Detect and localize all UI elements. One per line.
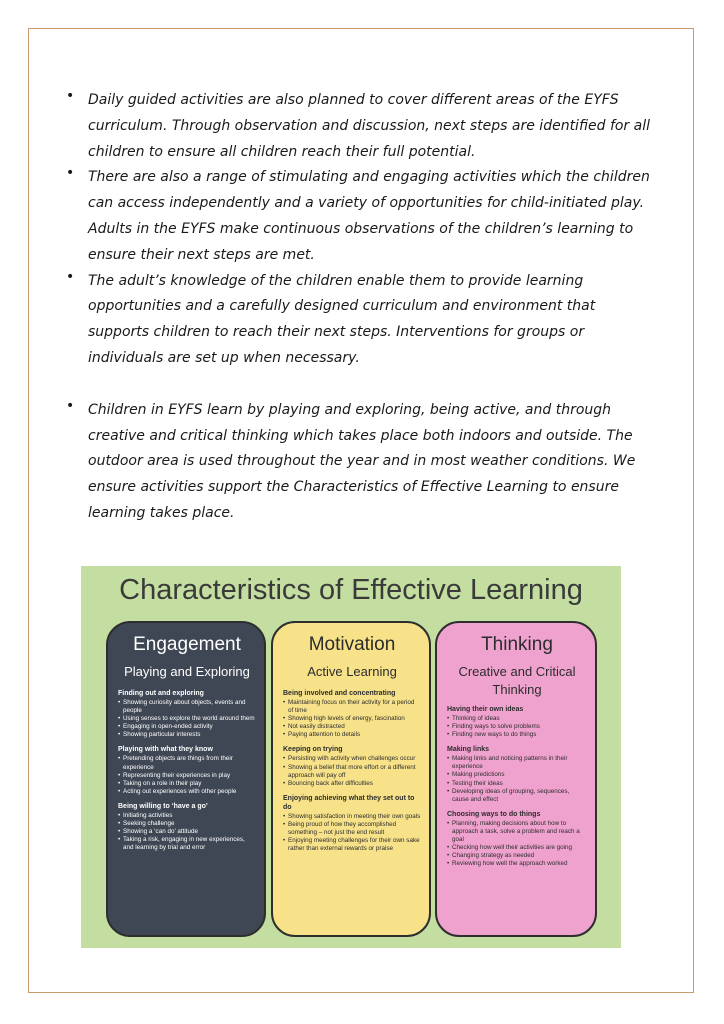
list-item: • Being proud of how they accomplished something – not just the end result <box>283 821 421 837</box>
group-title: Keeping on trying <box>283 746 343 754</box>
bullet-learning-characteristics: • Children in EYFS learn by playing and exploring, being active, and through creative and critical thinking which takes place both indoors and outside. The outdoor area is used throughout the year and in most weather conditions. We ensure activities support the Characteristics of Effective Learning to ensure learning takes place. <box>62 398 652 527</box>
list-item: • Changing strategy as needed <box>447 852 587 860</box>
list-item: • Testing their ideas <box>447 780 587 788</box>
list-item: • Maintaining focus on their activity for a period of time <box>283 699 421 715</box>
list-item: • Bouncing back after difficulties <box>283 780 421 788</box>
group-title: Finding out and exploring <box>118 690 204 697</box>
list-item: • Finding new ways to do things <box>447 731 587 739</box>
bullet-guided-activities: • Daily guided activities are also planned to cover different areas of the EYFS curriculum. Through observation and discussion, next steps are identified for all children to ensure all children reach their full potential. <box>62 88 652 165</box>
group-title: Being involved and concentrating <box>283 690 396 697</box>
group <box>283 689 421 739</box>
list-item: • Taking a risk, engaging in new experiences, and learning by trial and error <box>118 836 256 852</box>
list-item: • Showing a ‘can do’ attitude <box>118 828 256 836</box>
group <box>118 745 256 795</box>
list-item: • Persisting with activity when challenges occur <box>283 755 421 763</box>
list-item: • Making predictions <box>447 771 587 779</box>
group <box>118 802 256 852</box>
column-subheading: Playing and Exploring <box>124 664 250 679</box>
list-item: • Showing satisfaction in meeting their own goals <box>283 813 421 821</box>
group <box>283 745 421 787</box>
column-subheading: Active Learning <box>307 664 397 679</box>
bullet-adult-knowledge: • The adult’s knowledge of the children enable them to provide learning opportunities and a carefully designed curriculum and environment that supports children to reach their next steps. Interventions for groups or individuals are set up when necessary. <box>62 269 652 372</box>
list-item: • Showing curiosity about objects, events and people <box>118 699 256 715</box>
list-item: • Finding ways to solve problems <box>447 723 587 731</box>
list-item: • Showing high levels of energy, fascination <box>283 715 421 723</box>
column-subheading: Creative and Critical Thinking <box>458 664 576 697</box>
list-item: • Representing their experiences in play <box>118 772 256 780</box>
list-item: • Thinking of ideas <box>447 715 587 723</box>
group <box>447 810 587 869</box>
characteristics-poster <box>81 566 621 948</box>
list-item: • Planning, making decisions about how to approach a task, solve a problem and reach a goal <box>447 820 587 844</box>
group <box>447 705 587 739</box>
group-title: Making links <box>447 746 490 754</box>
list-item: • Enjoying meeting challenges for their own sake rather than external rewards or praise <box>283 837 421 853</box>
group-title: Being willing to ‘have a go’ <box>118 802 208 810</box>
thinking-column <box>435 621 597 937</box>
list-item: • Making links and noticing patterns in their experience <box>447 755 587 771</box>
motivation-column <box>271 621 431 937</box>
group <box>447 745 587 804</box>
column-heading: Motivation <box>308 634 396 655</box>
list-item: • Acting out experiences with other people <box>118 788 256 796</box>
group <box>118 689 256 739</box>
group-title: Choosing ways to do things <box>447 810 541 818</box>
list-item: • Initiating activities <box>118 812 256 820</box>
list-item: • Paying attention to details <box>283 731 421 739</box>
bullet-list <box>62 88 652 527</box>
bullet-independent-activities: • There are also a range of stimulating and engaging activities which the children can access independently and a variety of opportunities for child-initiated play. Adults in the EYFS make continuous observations of the children’s learning to ensure their next steps are met. <box>62 165 652 268</box>
group-title: Playing with what they know <box>118 746 213 754</box>
column-heading: Engagement <box>133 634 241 655</box>
list-item: • Reviewing how well the approach worked <box>447 860 587 868</box>
group-title: Having their own ideas <box>447 706 524 713</box>
column-heading: Thinking <box>481 634 553 655</box>
list-item: • Taking on a role in their play <box>118 780 256 788</box>
group-title: Enjoying achieving what they set out to do <box>283 794 415 811</box>
list-item: • Using senses to explore the world around them <box>118 715 256 723</box>
list-item: • Showing particular interests <box>118 731 256 739</box>
list-item: • Checking how well their activities are going <box>447 844 587 852</box>
list-item: • Not easily distracted <box>283 723 421 731</box>
poster-title: Characteristics of Effective Learning <box>119 574 583 606</box>
list-item: • Developing ideas of grouping, sequences, cause and effect <box>447 788 587 804</box>
list-item: • Pretending objects are things from their experience <box>118 755 256 771</box>
group <box>283 794 421 853</box>
list-item: • Seeking challenge <box>118 820 256 828</box>
list-item: • Engaging in open-ended activity <box>118 723 256 731</box>
engagement-column <box>106 621 266 937</box>
list-item: • Showing a belief that more effort or a different approach will pay off <box>283 764 421 780</box>
